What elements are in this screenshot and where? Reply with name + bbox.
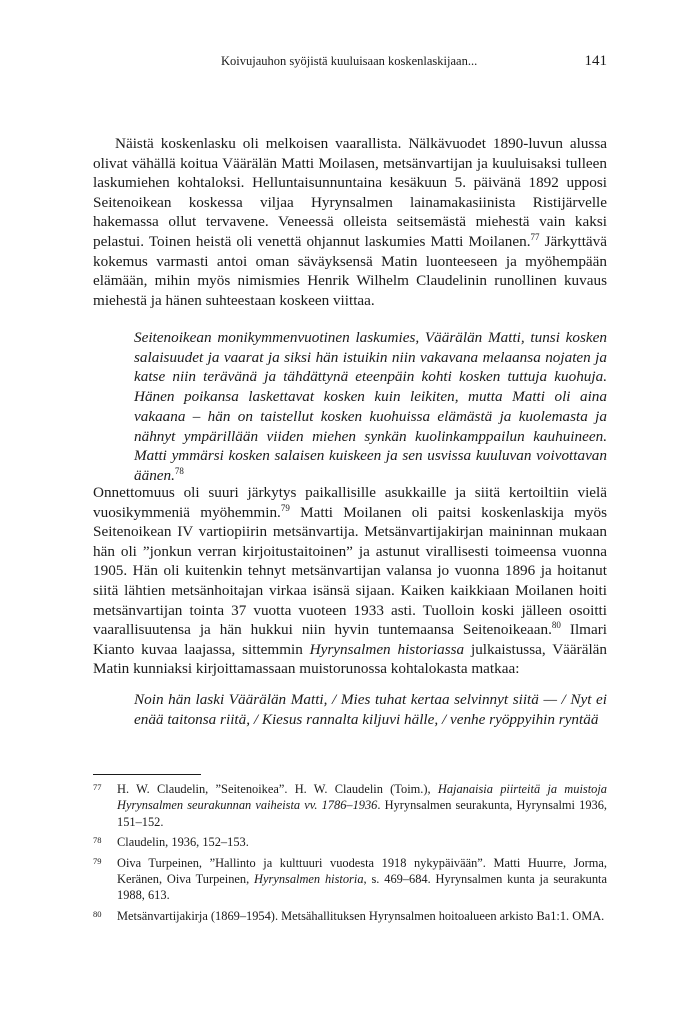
footnote-text-part: Metsänvartijakirja (1869–1954). Metsähallituksen Hyrynsalmen hoitoalueen arkisto Ba1:1. OMA. [117, 908, 605, 923]
footnote-number: 77 [93, 782, 102, 792]
footnote-78 [93, 834, 607, 850]
block-quote-1-text: Seitenoikean monikymmenvuotinen laskumies, Väärälän Matti, tunsi kosken salaisuudet ja vaarat ja siksi hän istuikin niin vakavana melaansa nojaten ja katse niin terävänä ja tähdättynä eteenpäin kohti kosken tuttuja kuohuja. Hänen poikansa laskettavat kosken kuin leikiten, mutta Matti oli aina vakaana – hän on taistellut kosken kuohuissa elämästä ja kuolemasta ja nähnyt ympärillään viiden miehen synkän kuolinkamppailun kauhuineen. Matti ymmärsi kosken salaisen kuiskeen ja sen usvissa kuuluvan voivottavan äänen. [134, 329, 607, 484]
paragraph-2-text-c: Ilmari Kianto kuvaa laajassa, sittemmin [93, 621, 607, 658]
paragraph-2 [93, 483, 607, 679]
footnote-separator [93, 774, 201, 775]
footnote-text-part: Claudelin, 1936, 152–153. [117, 835, 249, 850]
footnote-number: 80 [93, 908, 102, 919]
paragraph-2-text-d: julkaistussa, Väärälän Matin kunniaksi kirjoittamassaan muistorunossa kohtalokasta matkaa: [93, 640, 608, 678]
paragraph-1-text-a: Näistä koskenlasku oli melkoisen vaarallista. Nälkävuodet 1890-luvun alussa olivat vähällä koitua Väärälän Matti Moilasen, metsänvartijan ja kuuluisaksi tulleen laskumiehen kohtaloksi. Helluntaisunnuntaina kesäkuun 5. päivänä 1892 upposi Seitenoikean koskessa viljaa Hyrynsalmen lainamakasiinista Ristijärvelle hakemassa ollut tervavene. Veneessä olleista seitsemästä miehestä vain kaksi pelastui. Toinen heistä oli venettä ohjannut laskumies Matti Moilanen. [93, 135, 607, 250]
paragraph-2-text-b: Matti Moilanen oli paitsi koskenlaskija myös Seitenoikean IV vartiopiirin metsänvartija. Metsänvartijakirjan maininnan mukaan hän oli ”jonkun verran kirjoitustaitoinen” ja astunut virallisesti toimeensa vuonna 1905. Hän oli kuitenkin tehnyt metsänvartijan valansa jo vuonna 1896 ja hoitanut siitä lähtien metsänhoitajan virkaa isänsä sijaan. Kaiken kaikkiaan Moilanen hoiti metsänvartijan tointa 37 vuotta vuoteen 1933 asti. Tuolloin koski jälleen osoitti vaarallisuutensa ja hän hukkui niin hyvin tuntemaansa Seitenoikeaan. [93, 503, 608, 639]
footnote-italic-title: Hajanaisia piirteitä ja muistoja Hyrynsalmen seurakunnan vaiheista vv. 1786–1936 [117, 782, 607, 813]
footnote-text-part: H. W. Claudelin, ”Seitenoikea”. H. W. Claudelin (Toim.), [117, 782, 438, 796]
footnote-80 [93, 908, 607, 924]
footnote-number: 79 [93, 855, 102, 866]
footnote-text [117, 834, 607, 850]
page-number: 141 [584, 53, 607, 69]
block-quote-2 [134, 690, 607, 729]
footnote-number: 78 [93, 835, 102, 846]
footnote-text-part: Oiva Turpeinen, ”Hallinto ja kulttuuri vuodesta 1918 nykypäivään”. Matti Huurre, Jorma, Keränen, Oiva Turpeinen, [117, 855, 607, 887]
footnote-ref-77[interactable]: 77 [530, 231, 540, 242]
paragraph-1-text-b: Järkyttävä kokemus varmasti antoi oman säväyksensä Matin luonteeseen ja myöhempään elämään, mihin myös nimismies Henrik Wilhelm Claudelinin runollinen kuvaus miehestä ja hänen suhteestaan koskeen viittaa. [93, 232, 607, 309]
footnote-ref-79[interactable]: 79 [280, 502, 290, 513]
footnote-text-part: . Hyrynsalmen seurakunta, Hyrynsalmi 1936, 151–152. [117, 798, 607, 829]
footnote-ref-80[interactable]: 80 [551, 620, 561, 631]
block-quote-2-text: Noin hän laski Väärälän Matti, / Mies tuhat kertaa selvinnyt siitä — / Nyt ei enää taitonsa riitä, / Kiesus rannalta kiljuvi hälle, / venhe ryöppyihin ryntää [134, 691, 607, 728]
footnote-text [117, 855, 607, 904]
footnotes [93, 781, 607, 928]
footnote-79 [93, 855, 607, 904]
footnote-ref-78[interactable]: 78 [174, 465, 184, 476]
footnote-text-part: , s. 469–684. Hyrynsalmen kunta ja seurakunta 1988, 613. [117, 872, 607, 903]
footnote-77 [93, 781, 607, 830]
book-title-italic: Hyrynsalmen historiassa [309, 640, 465, 658]
block-quote-1 [134, 328, 607, 486]
footnote-italic-title: Hyrynsalmen historia [254, 872, 364, 887]
running-head-title: Koivujauhon syöjistä kuuluisaan koskenlaskijaan... [221, 54, 478, 68]
footnote-text [117, 908, 607, 924]
paragraph-1 [93, 134, 607, 310]
footnote-text [117, 781, 607, 830]
paragraph-2-text-a: Onnettomuus oli suuri järkytys paikallisille asukkaille ja siitä kertoiltiin vielä vuosikymmeniä myöhemmin. [93, 484, 607, 521]
